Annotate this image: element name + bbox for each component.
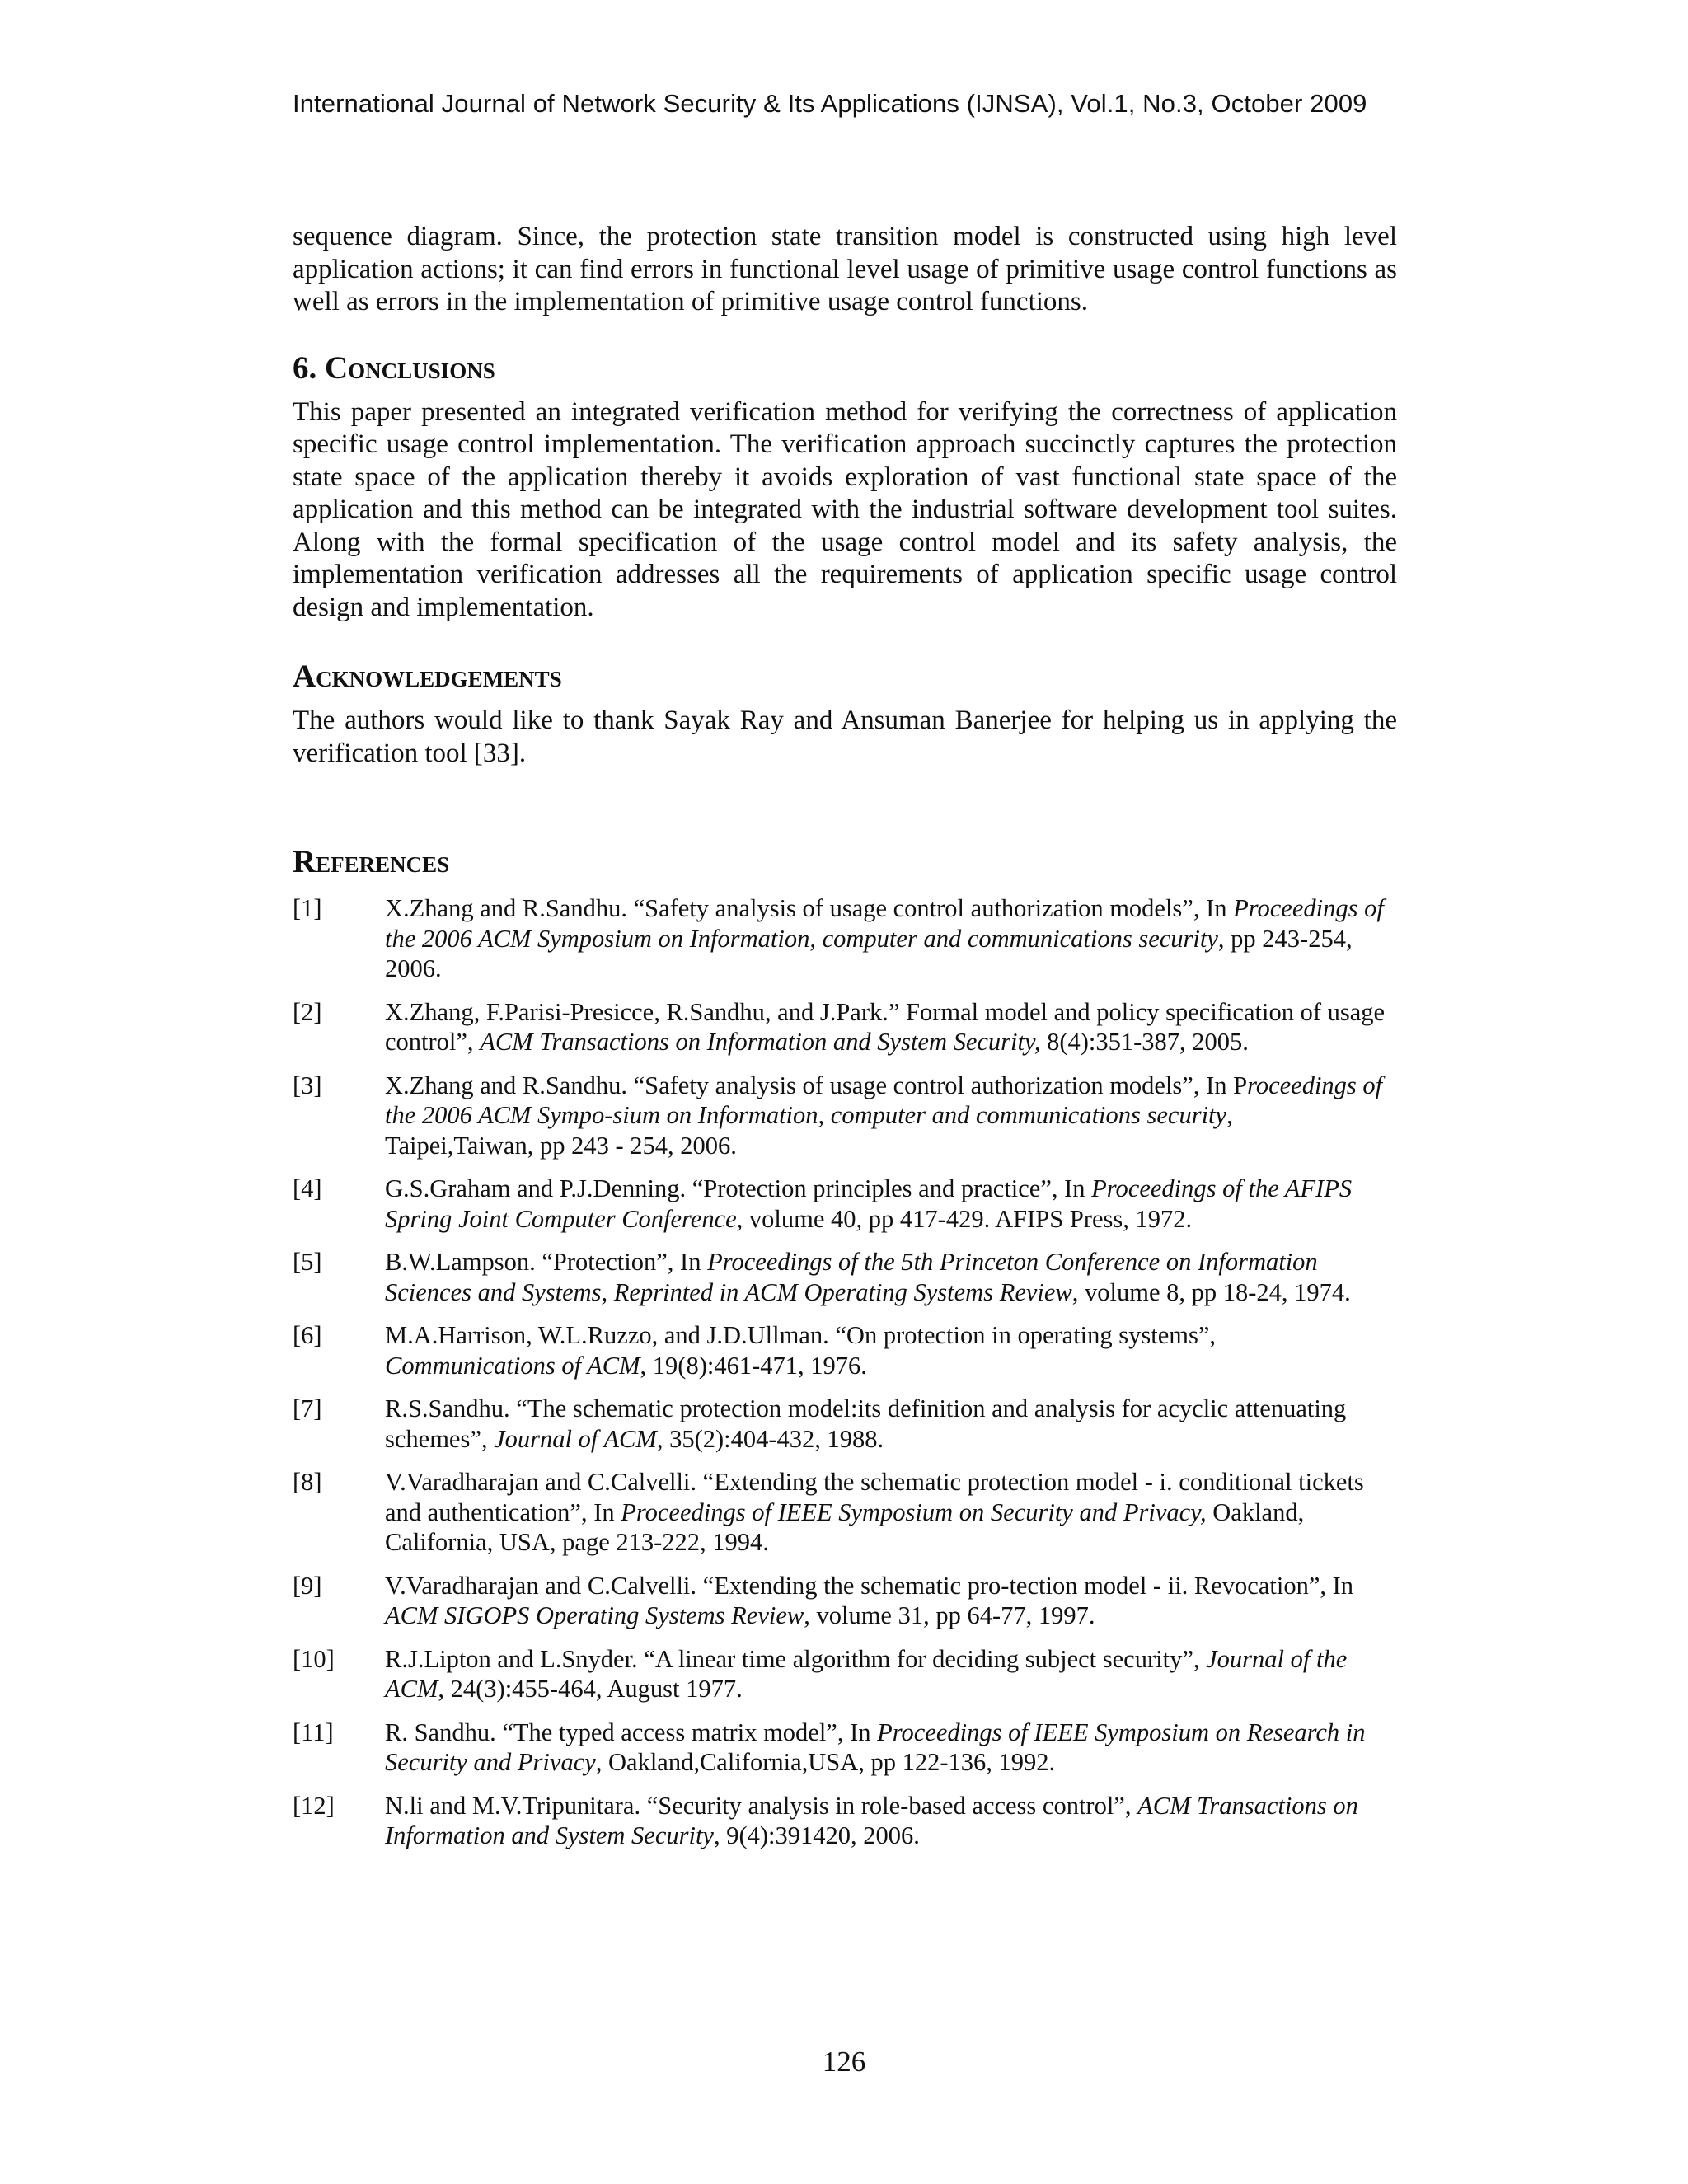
reference-details: , pp 243-254, 2006. [385, 924, 1353, 982]
reference-item [293, 1174, 1397, 1234]
reference-number: [7] [293, 1394, 322, 1422]
reference-text [385, 1571, 1397, 1631]
reference-item [293, 1394, 1397, 1454]
reference-text [385, 1718, 1397, 1778]
reference-venue: ACM SIGOPS Operating Systems Review [385, 1601, 804, 1629]
reference-text [385, 1071, 1397, 1161]
references-heading [293, 842, 1397, 882]
conclusions-heading [293, 349, 1397, 388]
reference-details: , Taipei,Taiwan, pp 243 - 254, 2006. [385, 1101, 1233, 1160]
reference-item [293, 1071, 1397, 1161]
reference-venue: roceedings of the 2006 ACM Sympo-sium on Information, computer and communications security [385, 1071, 1383, 1129]
reference-item [293, 997, 1397, 1057]
reference-authors-title: N.li and M.V.Tripunitara. “Security analysis in role-based access control”, [385, 1791, 1138, 1820]
reference-item [293, 1718, 1397, 1778]
reference-details: , 35(2):404-432, 1988. [656, 1424, 884, 1453]
reference-details: Oakland, California, USA, page 213-222, 1994. [385, 1497, 1305, 1556]
reference-details: , 24(3):455-464, August 1977. [438, 1675, 743, 1703]
reference-number: [6] [293, 1321, 322, 1349]
reference-details: volume 40, pp 417-429. AFIPS Press, 1972. [743, 1204, 1193, 1233]
reference-details: , 19(8):461-471, 1976. [640, 1351, 867, 1380]
reference-authors-title: V.Varadharajan and C.Calvelli. “Extending the schematic pro-tection model - ii. Revocation”, In [385, 1571, 1354, 1600]
reference-number: [2] [293, 997, 322, 1026]
reference-venue: Proceedings of the 2006 ACM Symposium on Information, computer and communications security [385, 894, 1384, 953]
reference-authors-title: R.J.Lipton and L.Snyder. “A linear time algorithm for deciding subject security”, [385, 1644, 1207, 1673]
reference-number: [3] [293, 1071, 322, 1099]
reference-number: [9] [293, 1571, 322, 1600]
reference-authors-title: R.S.Sandhu. “The schematic protection model:its definition and analysis for acyclic attenuating schemes”, [385, 1394, 1347, 1453]
reference-authors-title: G.S.Graham and P.J.Denning. “Protection principles and practice”, In [385, 1174, 1092, 1202]
reference-venue: Proceedings of the 5th Princeton Conference on Information Sciences and Systems, Reprinted in ACM Operating Systems Review [385, 1248, 1318, 1306]
reference-list [293, 893, 1397, 1851]
reference-details: , Oakland,California,USA, pp 122-136, 1992. [595, 1748, 1056, 1776]
reference-text [385, 893, 1397, 984]
conclusions-paragraph: This paper presented an integrated verification method for verifying the correctness of application specific usage control implementation. The verification approach succinctly captures the protection state space of the application thereby it avoids exploration of vast functional state space of the application and this method can be integrated with the industrial software development tool suites. Along with the formal specification of the usage control model and its safety analysis, the implementation verification addresses all the requirements of application specific usage control design and implementation. [293, 396, 1397, 622]
reference-venue: Proceedings of IEEE Symposium on Security and Privacy, [621, 1497, 1207, 1526]
reference-item [293, 1791, 1397, 1851]
reference-text [385, 1394, 1397, 1454]
reference-authors-title: X.Zhang, F.Parisi-Presicce, R.Sandhu, and J.Park.” Formal model and policy specification of usage control”, [385, 997, 1386, 1056]
reference-details: , 9(4):391420, 2006. [713, 1821, 920, 1849]
reference-authors-title: M.A.Harrison, W.L.Ruzzo, and J.D.Ullman. “On protection in operating systems”, [385, 1321, 1217, 1349]
reference-item [293, 893, 1397, 984]
reference-venue: Proceedings of IEEE Symposium on Research in Security and Privacy [385, 1718, 1366, 1776]
conclusions-heading-title: Conclusions [325, 349, 495, 386]
reference-item [293, 1571, 1397, 1631]
references-heading-title: References [293, 844, 450, 879]
reference-venue: Journal of the ACM [385, 1644, 1348, 1703]
reference-venue: Proceedings of the AFIPS Spring Joint Computer Conference, [385, 1174, 1353, 1233]
reference-text [385, 1467, 1397, 1558]
reference-number: [8] [293, 1468, 322, 1496]
acknowledgements-heading [293, 657, 1397, 696]
reference-text [385, 1174, 1397, 1234]
continuation-paragraph: sequence diagram. Since, the protection state transition model is constructed using high level application actions; it can find errors in functional level usage of primitive usage control functions as well as errors in the implementation of primitive usage control functions. [293, 222, 1397, 316]
page-number: 126 [822, 2046, 866, 2078]
reference-venue: ACM Transactions on Information and System Security, [480, 1028, 1041, 1056]
reference-item [293, 1467, 1397, 1558]
reference-venue: Journal of ACM [494, 1424, 657, 1453]
conclusions-heading-number: 6. [293, 349, 317, 386]
page-content [293, 221, 1397, 1864]
reference-number: [4] [293, 1174, 322, 1202]
reference-authors-title: V.Varadharajan and C.Calvelli. “Extending the schematic protection model - i. conditional tickets and authentication”, In [385, 1468, 1364, 1526]
reference-text [385, 1791, 1397, 1851]
reference-item [293, 1247, 1397, 1307]
reference-number: [5] [293, 1248, 322, 1276]
reference-text [385, 1644, 1397, 1704]
reference-details: 8(4):351-387, 2005. [1040, 1028, 1249, 1056]
acknowledgements-paragraph: The authors would like to thank Sayak Ray and Ansuman Banerjee for helping us in applying the verification tool [33]. [293, 705, 1397, 768]
running-header: International Journal of Network Security & Its Applications (IJNSA), Vol.1, No.3, October 2009 [293, 89, 1367, 118]
reference-item [293, 1644, 1397, 1704]
reference-text [385, 1247, 1397, 1307]
reference-number: [11] [293, 1718, 334, 1746]
reference-authors-title: X.Zhang and R.Sandhu. “Safety analysis of usage control authorization models”, In P [385, 1071, 1248, 1099]
reference-authors-title: B.W.Lampson. “Protection”, In [385, 1248, 708, 1276]
reference-number: [12] [293, 1791, 335, 1820]
reference-authors-title: R. Sandhu. “The typed access matrix model”, In [385, 1718, 878, 1746]
reference-item [293, 1320, 1397, 1380]
reference-text [385, 1320, 1397, 1380]
reference-authors-title: X.Zhang and R.Sandhu. “Safety analysis of usage control authorization models”, In [385, 894, 1234, 922]
reference-number: [1] [293, 894, 322, 922]
reference-details: , volume 31, pp 64-77, 1997. [804, 1601, 1095, 1629]
reference-number: [10] [293, 1644, 335, 1673]
reference-details: , volume 8, pp 18-24, 1974. [1071, 1277, 1351, 1306]
reference-venue: ACM Transactions on Information and System Security [385, 1791, 1358, 1849]
acknowledgements-heading-title: Acknowledgements [293, 658, 562, 694]
reference-text [385, 997, 1397, 1057]
reference-venue: Communications of ACM [385, 1351, 640, 1380]
